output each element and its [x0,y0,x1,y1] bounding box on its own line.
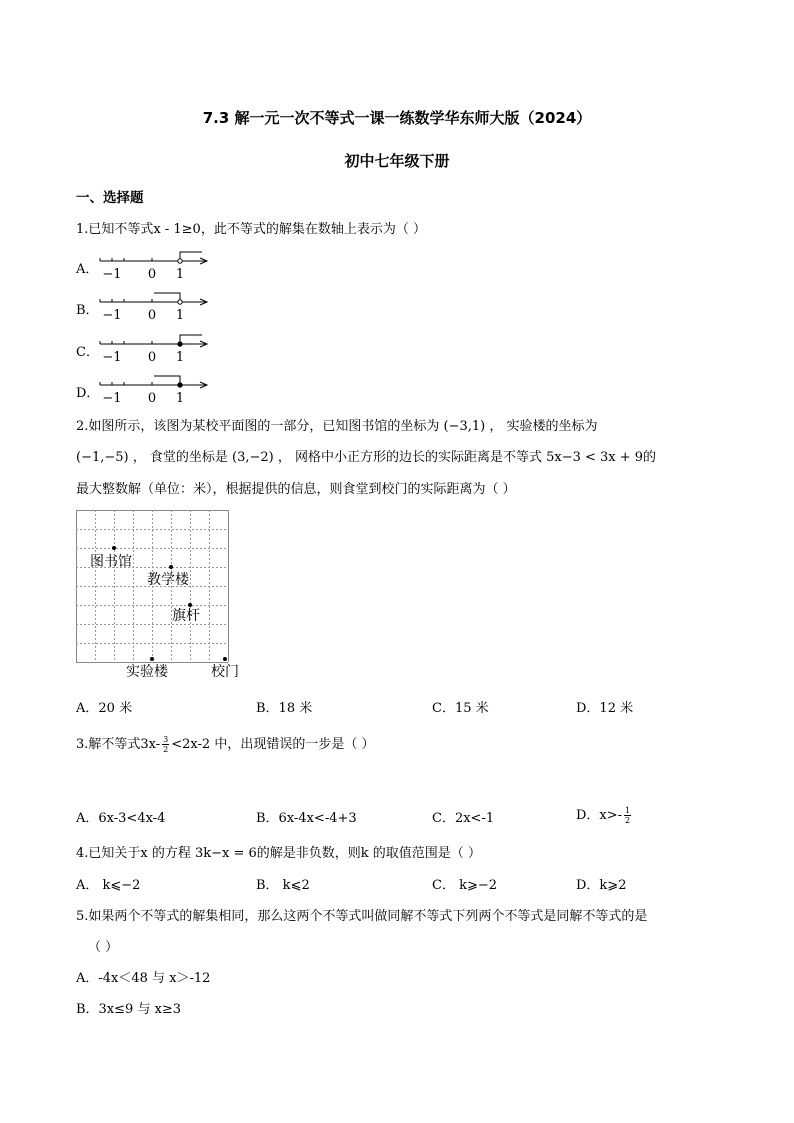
page-subtitle: 初中七年级下册 [344,152,450,170]
q1-option-label: D． [76,386,100,401]
closed-point [178,383,182,387]
tick-label: 1 [175,267,185,280]
q5-option-a: A．-4x＜48 与 x＞-12 [76,971,211,986]
q3-option-d-text: D．x>- [576,808,623,823]
q1-stem: 1.已知不等式x - 1≥0，此不等式的解集在数轴上表示为（ ） [76,222,426,237]
open-point [178,259,182,263]
gate-label: 校门 [211,664,239,680]
number-line [96,333,216,363]
q2-option-d: D．12 米 [576,701,634,716]
teaching-label: 教学楼 [147,572,189,588]
q3-stem [76,733,374,754]
number-line [96,291,216,321]
solution-bracket [180,335,202,344]
tick-label: 0 [147,308,157,321]
solution-bracket [180,252,202,261]
number-line [96,250,216,280]
q3-frac-num: 3 [163,735,169,744]
q3-option-d [576,804,633,825]
flag-label: 旗杆 [172,608,200,624]
lab-point [150,657,154,661]
q5-stem-line2: （ ） [88,940,119,955]
q2-line3: 最大整数解（单位：米），根据提供的信息，则食堂到校门的实际距离为（ ） [76,482,516,497]
page-title: 7.3 解一元一次不等式一课一练数学华东师大版（2024） [202,109,592,127]
tick-label: −1 [102,350,122,363]
school-map-figure [76,510,251,685]
flag-point [188,603,192,607]
tick-label: 1 [175,350,185,363]
q3-frac-den: 2 [163,745,169,754]
closed-point [178,342,182,346]
q4-option-c: C． k⩾−2 [432,878,498,893]
solution-bracket [154,293,180,302]
number-line [96,374,216,404]
library-label: 图书馆 [90,554,132,570]
tick-label: −1 [102,391,122,404]
open-point [178,300,182,304]
gate-point [223,657,227,661]
q1-option-label: A． [76,262,99,277]
tick-label: 1 [175,308,185,321]
q2-option-b: B．18 米 [256,701,313,716]
q2-option-c: C．15 米 [432,701,489,716]
q5-stem-line1: 5.如果两个不等式的解集相同，那么这两个不等式叫做同解不等式下列两个不等式是同解不等式的是 [76,909,648,924]
q5-option-b: B．3x≤9 与 x≥3 [76,1002,182,1017]
q3-option-b: B．6x-4x<-4+3 [256,811,357,826]
solution-bracket [154,376,180,385]
tick-label: −1 [102,267,122,280]
tick-label: 0 [147,350,157,363]
q2-option-a: A．20 米 [76,701,133,716]
q4-stem: 4.已知关于x 的方程 3k−x = 6的解是非负数，则k 的取值范围是（ ） [76,846,481,861]
q1-option-label: C． [76,345,99,360]
q3-fraction [162,735,169,754]
q1-option-label: B． [76,303,99,318]
q3-option-c: C．2x<-1 [432,811,495,826]
tick-label: 0 [147,267,157,280]
lab-label: 实验楼 [126,664,168,680]
q3-option-d-num: 1 [625,806,631,815]
section-title: 一、选择题 [76,190,144,206]
q4-option-b: B． k⩽2 [256,878,310,893]
q3-stem-before: 3.解不等式3x- [76,737,161,752]
q3-option-d-den: 2 [625,816,631,825]
q2-line1: 2.如图所示，该图为某校平面图的一部分，已知图书馆的坐标为 (−3,1) ， 实验楼的坐标为 [76,419,598,434]
tick-label: −1 [102,308,122,321]
q4-option-d: D．k⩾2 [576,878,627,893]
q3-option-d-fraction [624,806,631,825]
library-point [112,546,116,550]
q3-option-a: A．6x-3<4x-4 [76,811,166,826]
q2-line2: (−1,−5) ， 食堂的坐标是 (3,−2) ， 网格中小正方形的边长的实际距离是不等式 5x−3 < 3x + 9的 [76,450,657,465]
q3-stem-after: <2x-2 中，出现错误的一步是（ ） [171,737,375,752]
tick-label: 1 [175,391,185,404]
teaching-point [169,565,173,569]
tick-label: 0 [147,391,157,404]
q4-option-a: A． k⩽−2 [76,878,141,893]
